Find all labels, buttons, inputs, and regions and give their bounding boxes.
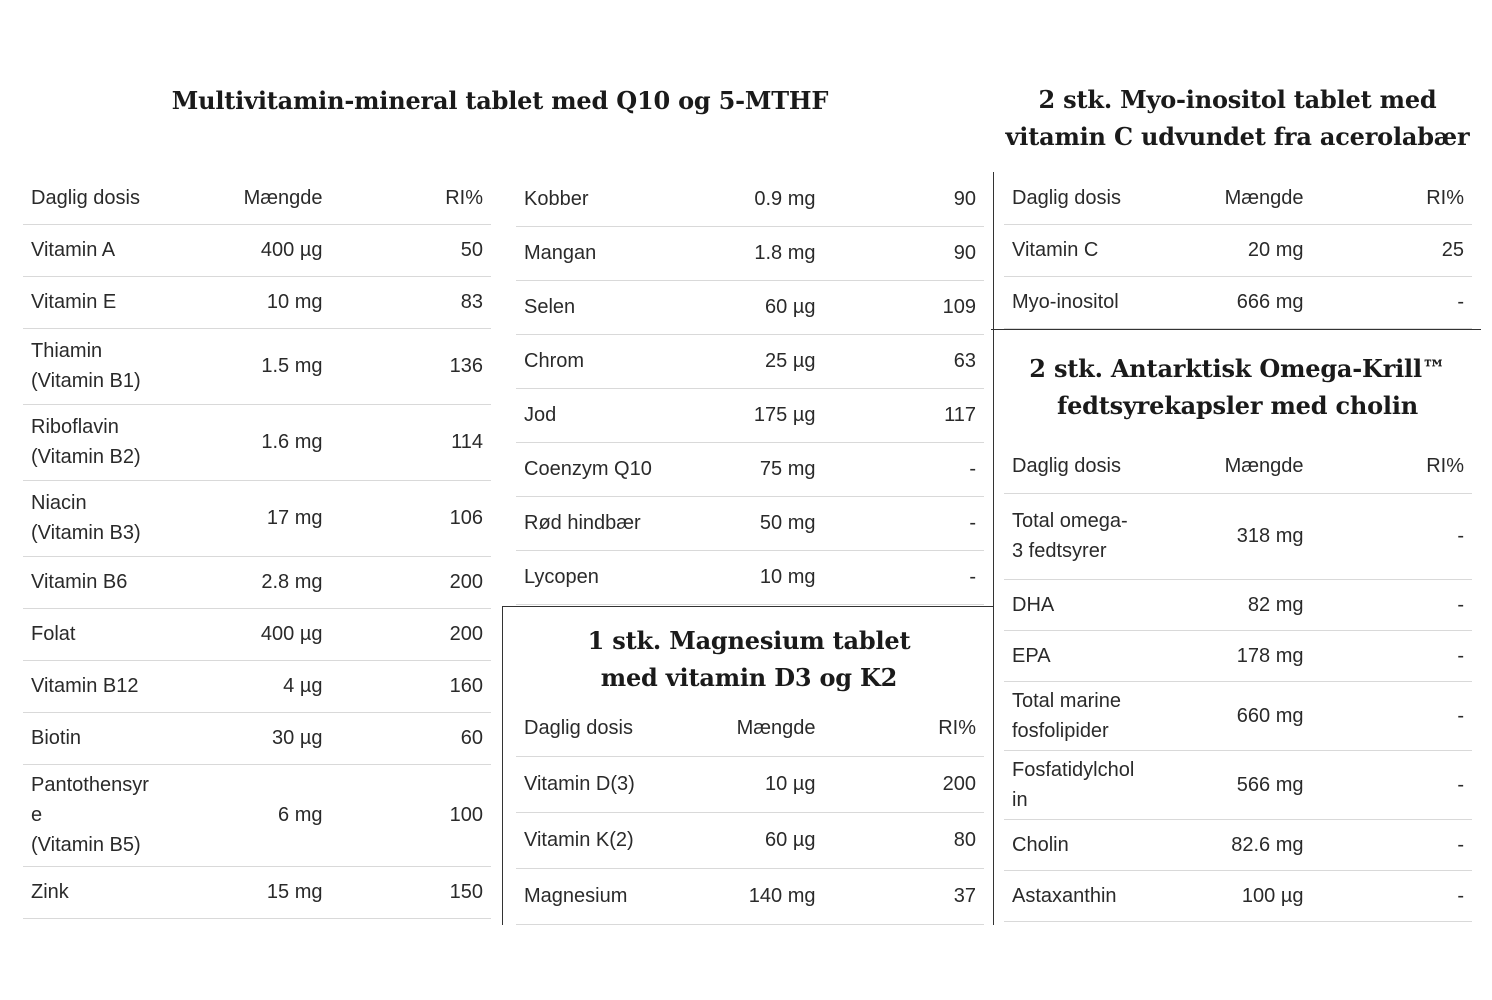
table-row [1004, 750, 1472, 819]
table-header-row [1004, 440, 1472, 493]
ri-percent-cell: 200 [331, 608, 492, 660]
nutrient-name: Vitamin B6 [23, 556, 168, 608]
ri-percent-cell: 150 [331, 866, 492, 918]
table-row [23, 556, 491, 608]
amount-cell: 400 µg [168, 224, 331, 276]
table-header-row [516, 700, 984, 756]
column-header-name: Daglig dosis [516, 700, 661, 756]
ri-percent-cell: 136 [331, 328, 492, 404]
table-row [1004, 224, 1472, 276]
table-row [516, 172, 984, 226]
column-header-amount: Mængde [168, 172, 331, 224]
ri-percent-cell: 114 [331, 404, 492, 480]
multivitamin-table-b [516, 172, 984, 605]
nutrient-name: Vitamin C [1004, 224, 1149, 276]
table-row [1004, 579, 1472, 630]
amount-cell: 50 mg [661, 496, 824, 550]
ri-percent-cell: 109 [824, 280, 985, 334]
column-header-name: Daglig dosis [1004, 440, 1149, 493]
nutrient-name: Niacin (Vitamin B3) [23, 480, 168, 556]
amount-cell: 1.5 mg [168, 328, 331, 404]
column-header-ri: RI% [1312, 172, 1473, 224]
column-header-amount: Mængde [1149, 440, 1312, 493]
amount-cell: 75 mg [661, 442, 824, 496]
table-row [23, 480, 491, 556]
ri-percent-cell: 100 [331, 764, 492, 866]
amount-cell: 10 mg [661, 550, 824, 604]
ri-percent-cell: 25 [1312, 224, 1473, 276]
table-row [516, 496, 984, 550]
table-row [23, 712, 491, 764]
ri-percent-cell: 117 [824, 388, 985, 442]
table-row [516, 388, 984, 442]
table-row [23, 404, 491, 480]
nutrient-name: Jod [516, 388, 661, 442]
krill-title: 2 stk. Antarktisk Omega-Krill™ fedtsyrekapsler med cholin [1029, 354, 1446, 420]
table-row [23, 660, 491, 712]
amount-cell: 660 mg [1149, 681, 1312, 750]
amount-cell: 318 mg [1149, 493, 1312, 579]
nutrient-name: Magnesium [516, 868, 661, 924]
nutrient-name: Lycopen [516, 550, 661, 604]
divider-horizontal-magnesium [502, 606, 994, 607]
column-header-amount: Mængde [1149, 172, 1312, 224]
nutrient-name: Vitamin B12 [23, 660, 168, 712]
amount-cell: 10 mg [168, 276, 331, 328]
amount-cell: 10 µg [661, 756, 824, 812]
column-header-ri: RI% [1312, 440, 1473, 493]
krill-table [1004, 440, 1472, 922]
nutrient-name: Vitamin K(2) [516, 812, 661, 868]
ri-percent-cell: - [824, 442, 985, 496]
table-row [1004, 276, 1472, 328]
nutrient-name: Mangan [516, 226, 661, 280]
amount-cell: 140 mg [661, 868, 824, 924]
ri-percent-cell: - [1312, 870, 1473, 921]
ri-percent-cell: - [1312, 819, 1473, 870]
divider-vertical-right [993, 172, 994, 925]
table-row [1004, 493, 1472, 579]
table-row [516, 812, 984, 868]
amount-cell: 82 mg [1149, 579, 1312, 630]
nutrient-name: DHA [1004, 579, 1149, 630]
amount-cell: 666 mg [1149, 276, 1312, 328]
table-row [23, 608, 491, 660]
table-row [1004, 681, 1472, 750]
nutrient-name: Folat [23, 608, 168, 660]
amount-cell: 566 mg [1149, 750, 1312, 819]
nutrient-name: Vitamin D(3) [516, 756, 661, 812]
amount-cell: 20 mg [1149, 224, 1312, 276]
ri-percent-cell: - [1312, 493, 1473, 579]
amount-cell: 25 µg [661, 334, 824, 388]
nutrient-name: Kobber [516, 172, 661, 226]
nutrient-name: Riboflavin (Vitamin B2) [23, 404, 168, 480]
table-row [23, 328, 491, 404]
amount-cell: 82.6 mg [1149, 819, 1312, 870]
nutrient-name: Zink [23, 866, 168, 918]
nutrient-name: Astaxanthin [1004, 870, 1149, 921]
amount-cell: 6 mg [168, 764, 331, 866]
nutrient-name: EPA [1004, 630, 1149, 681]
ri-percent-cell: - [1312, 630, 1473, 681]
amount-cell: 60 µg [661, 812, 824, 868]
column-header-amount: Mængde [661, 700, 824, 756]
table-row [516, 868, 984, 924]
ri-percent-cell: - [1312, 579, 1473, 630]
divider-horizontal-krill [991, 329, 1481, 330]
ri-percent-cell: 50 [331, 224, 492, 276]
ri-percent-cell: - [1312, 681, 1473, 750]
nutrient-name: Rød hindbær [516, 496, 661, 550]
nutrient-name: Total marine fosfolipider [1004, 681, 1149, 750]
ri-percent-cell: 63 [824, 334, 985, 388]
myo-inositol-table [1004, 172, 1472, 329]
magnesium-title: 1 stk. Magnesium tablet med vitamin D3 og K2 [587, 626, 911, 692]
magnesium-table [516, 700, 984, 925]
table-row [1004, 819, 1472, 870]
ri-percent-cell: 90 [824, 226, 985, 280]
nutrient-name: Vitamin E [23, 276, 168, 328]
amount-cell: 175 µg [661, 388, 824, 442]
ri-percent-cell: - [1312, 276, 1473, 328]
table-row [23, 224, 491, 276]
table-header-row [23, 172, 491, 224]
amount-cell: 4 µg [168, 660, 331, 712]
ri-percent-cell: 80 [824, 812, 985, 868]
amount-cell: 60 µg [661, 280, 824, 334]
table-row [516, 226, 984, 280]
nutrient-name: Myo-inositol [1004, 276, 1149, 328]
nutrient-name: Pantothensyr e (Vitamin B5) [23, 764, 168, 866]
table-row [23, 276, 491, 328]
table-row [23, 866, 491, 918]
column-header-ri: RI% [331, 172, 492, 224]
nutrient-name: Cholin [1004, 819, 1149, 870]
nutrient-name: Fosfatidylchol in [1004, 750, 1149, 819]
ri-percent-cell: 60 [331, 712, 492, 764]
myo-inositol-title: 2 stk. Myo-inositol tablet med vitamin C udvundet fra acerolabær [1005, 85, 1470, 151]
amount-cell: 0.9 mg [661, 172, 824, 226]
table-row [1004, 870, 1472, 921]
nutrient-name: Selen [516, 280, 661, 334]
table-row [516, 280, 984, 334]
multivitamin-title: Multivitamin-mineral tablet med Q10 og 5-MTHF [171, 86, 829, 115]
ri-percent-cell: 83 [331, 276, 492, 328]
table-row [516, 756, 984, 812]
nutrient-name: Biotin [23, 712, 168, 764]
ri-percent-cell: - [824, 550, 985, 604]
nutrient-name: Total omega- 3 fedtsyrer [1004, 493, 1149, 579]
amount-cell: 1.6 mg [168, 404, 331, 480]
table-row [516, 442, 984, 496]
multivitamin-table-a [23, 172, 491, 919]
amount-cell: 1.8 mg [661, 226, 824, 280]
amount-cell: 2.8 mg [168, 556, 331, 608]
ri-percent-cell: - [1312, 750, 1473, 819]
ri-percent-cell: 90 [824, 172, 985, 226]
column-header-ri: RI% [824, 700, 985, 756]
amount-cell: 17 mg [168, 480, 331, 556]
nutrient-name: Thiamin (Vitamin B1) [23, 328, 168, 404]
ri-percent-cell: 160 [331, 660, 492, 712]
ri-percent-cell: - [824, 496, 985, 550]
nutrient-name: Vitamin A [23, 224, 168, 276]
nutrient-name: Coenzym Q10 [516, 442, 661, 496]
table-row [516, 334, 984, 388]
table-header-row [1004, 172, 1472, 224]
amount-cell: 30 µg [168, 712, 331, 764]
table-row [516, 550, 984, 604]
amount-cell: 100 µg [1149, 870, 1312, 921]
ri-percent-cell: 106 [331, 480, 492, 556]
ri-percent-cell: 200 [331, 556, 492, 608]
column-header-name: Daglig dosis [23, 172, 168, 224]
amount-cell: 15 mg [168, 866, 331, 918]
table-row [1004, 630, 1472, 681]
table-row [23, 764, 491, 866]
amount-cell: 400 µg [168, 608, 331, 660]
ri-percent-cell: 200 [824, 756, 985, 812]
column-header-name: Daglig dosis [1004, 172, 1149, 224]
divider-vertical-middle [502, 607, 503, 925]
ri-percent-cell: 37 [824, 868, 985, 924]
nutrient-name: Chrom [516, 334, 661, 388]
amount-cell: 178 mg [1149, 630, 1312, 681]
